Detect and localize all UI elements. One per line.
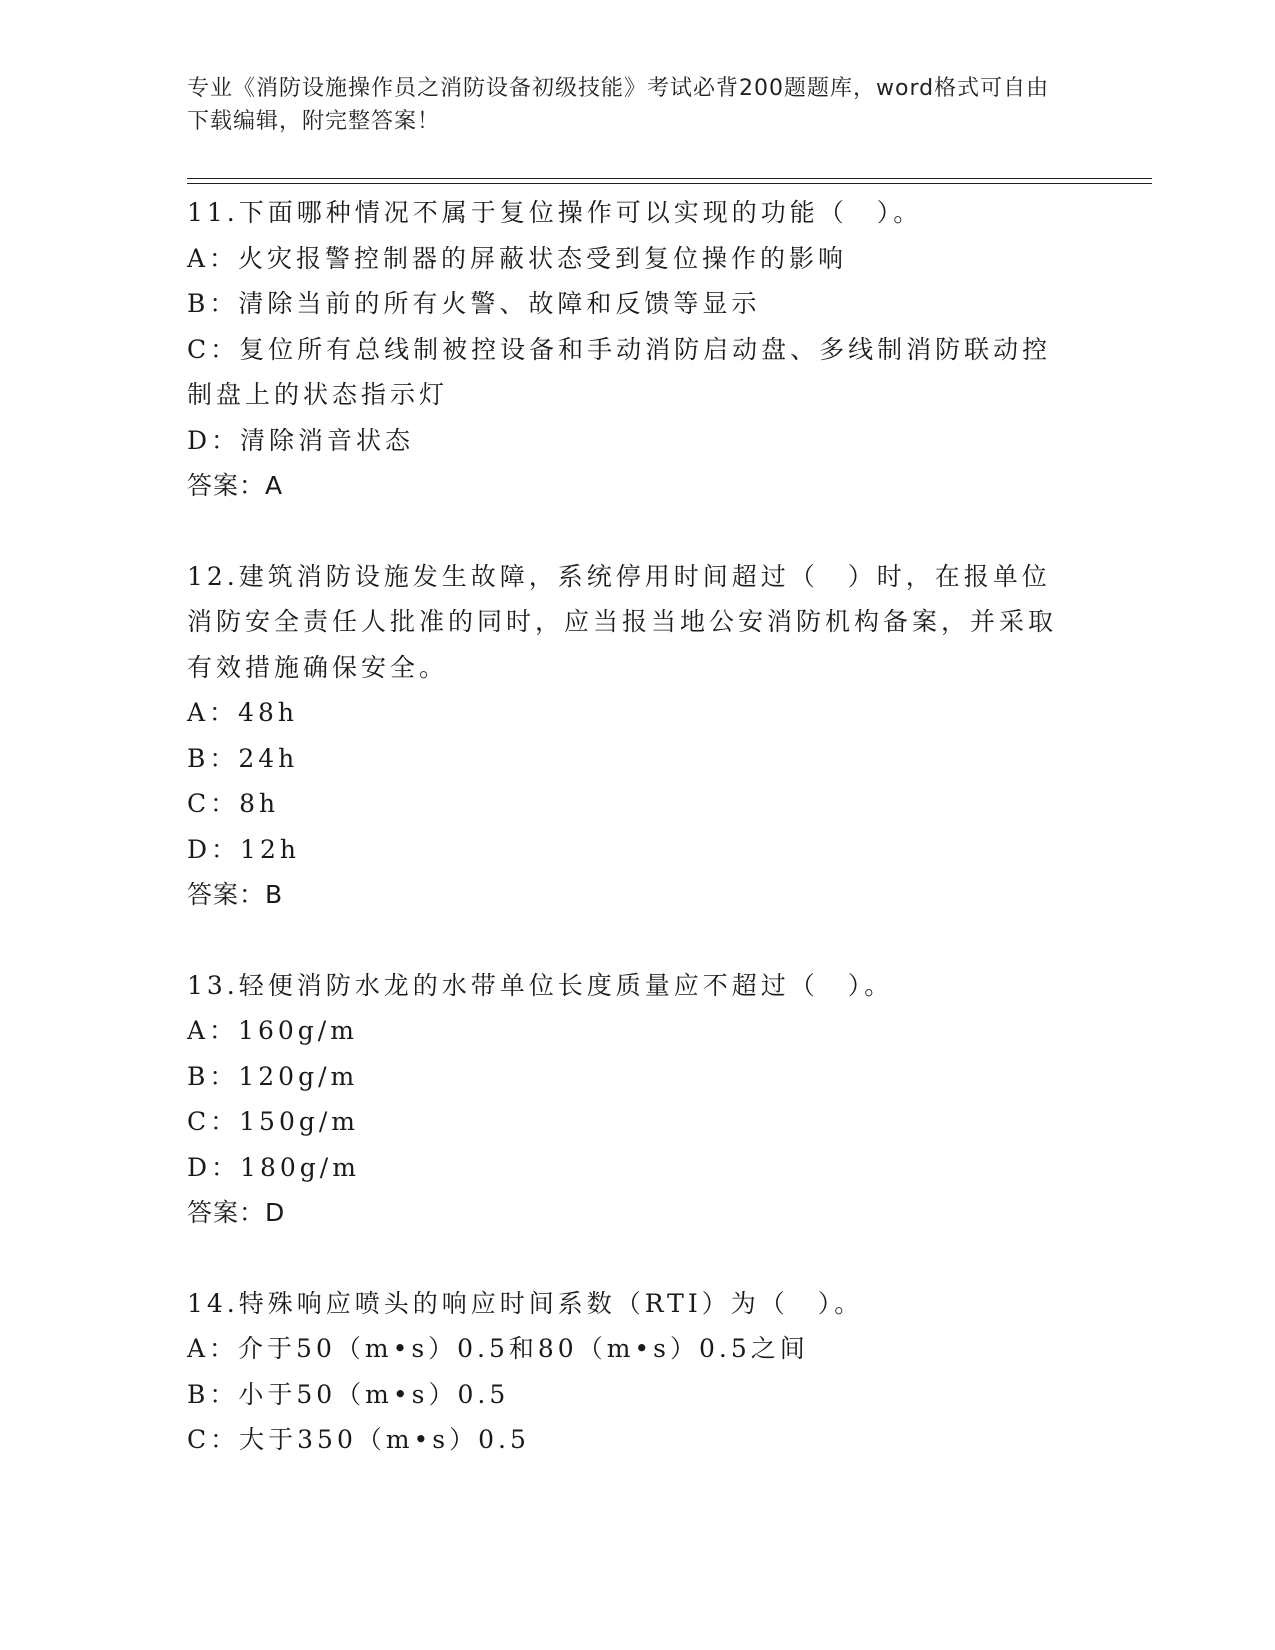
header-divider-top bbox=[187, 178, 1152, 179]
option-a: A：介于50（m•s）0.5和80（m•s）0.5之间 bbox=[187, 1334, 809, 1363]
question-13 bbox=[187, 963, 1067, 1236]
option-c: C：复位所有总线制被控设备和手动消防启动盘、多线制消防联动控制盘上的状态指示灯 bbox=[187, 334, 1052, 409]
option-a: A：48h bbox=[187, 698, 298, 727]
spacer bbox=[187, 1236, 1067, 1281]
answer-label: 答案：B bbox=[187, 880, 284, 909]
spacer bbox=[187, 509, 1067, 554]
option-d: D：清除消音状态 bbox=[187, 425, 415, 455]
header-divider-bottom bbox=[187, 183, 1152, 184]
spacer bbox=[187, 918, 1067, 963]
option-c: C：大于350（m•s）0.5 bbox=[187, 1425, 530, 1454]
question-12 bbox=[187, 554, 1067, 918]
document-header: 专业《消防设施操作员之消防设备初级技能》考试必背200题题库，word格式可自由下载编辑，附完整答案！ bbox=[187, 76, 1050, 134]
question-list bbox=[187, 190, 1067, 1463]
answer-label: 答案：A bbox=[187, 471, 284, 500]
question-11 bbox=[187, 190, 1067, 509]
option-b: B：24h bbox=[187, 743, 299, 773]
option-b: B：120g/m bbox=[187, 1061, 359, 1091]
option-b: B：清除当前的所有火警、故障和反馈等显示 bbox=[187, 289, 761, 318]
option-b: B：小于50（m•s）0.5 bbox=[187, 1379, 510, 1409]
question-stem: 12.建筑消防设施发生故障，系统停用时间超过（ ）时，在报单位消防安全责任人批准的同时，应当报当地公安消防机构备案，并采取有效措施确保安全。 bbox=[187, 561, 1058, 682]
option-d: D：180g/m bbox=[187, 1152, 360, 1182]
option-c: C：150g/m bbox=[187, 1107, 359, 1136]
question-stem: 11.下面哪种情况不属于复位操作可以实现的功能（ ）。 bbox=[187, 198, 923, 227]
question-stem: 13.轻便消防水龙的水带单位长度质量应不超过（ ）。 bbox=[187, 970, 894, 1000]
option-a: A：火灾报警控制器的屏蔽状态受到复位操作的影响 bbox=[187, 243, 848, 273]
option-d: D：12h bbox=[187, 834, 300, 864]
option-c: C：8h bbox=[187, 789, 280, 818]
question-14 bbox=[187, 1281, 1067, 1463]
question-stem: 14.特殊响应喷头的响应时间系数（RTI）为（ ）。 bbox=[187, 1288, 864, 1318]
option-a: A：160g/m bbox=[187, 1016, 358, 1045]
answer-label: 答案：D bbox=[187, 1198, 286, 1227]
